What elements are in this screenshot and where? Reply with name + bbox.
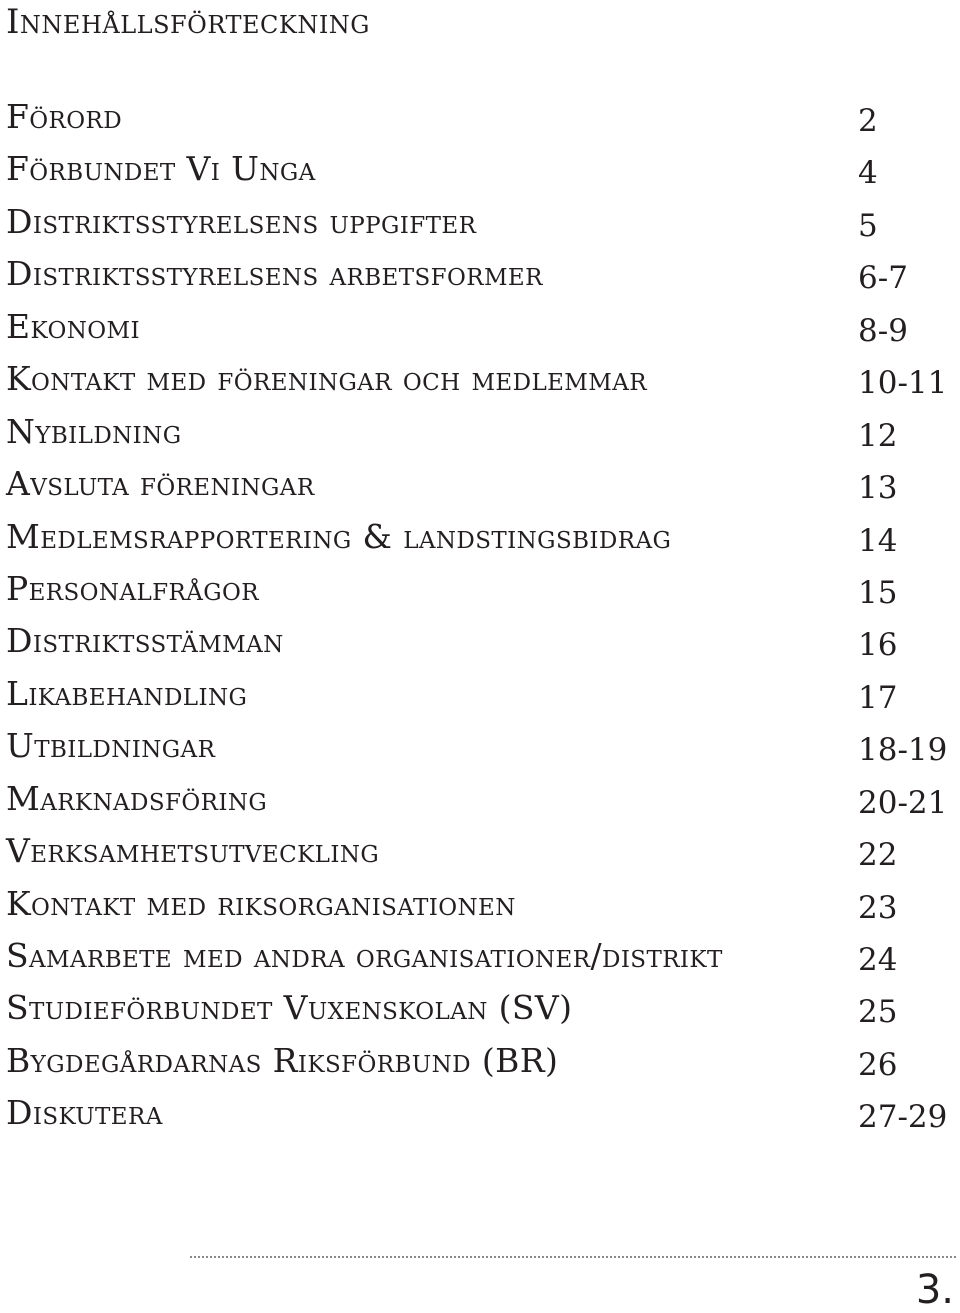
toc-entry — [6, 566, 956, 618]
toc-entry — [6, 1038, 956, 1090]
toc-entry-page: 10-11 — [858, 365, 948, 402]
toc-entry-page: 2 — [858, 103, 878, 139]
toc-entry-page: 5 — [858, 207, 878, 244]
toc-entry — [6, 618, 956, 670]
toc-entry — [6, 94, 956, 146]
toc-list — [6, 94, 956, 1143]
toc-entry — [6, 251, 956, 303]
toc-entry — [6, 671, 956, 723]
page-number: 3. — [915, 1267, 954, 1313]
toc-entry — [6, 409, 956, 461]
toc-entry — [6, 723, 956, 775]
toc-entry-label: Distriktsstyrelsens arbetsformer — [6, 254, 543, 294]
toc-entry-page: 25 — [858, 994, 898, 1031]
toc-entry-page: 22 — [858, 837, 898, 874]
toc-entry-label: Distriktsstämman — [6, 621, 284, 661]
toc-entry — [6, 461, 956, 513]
toc-entry-page: 23 — [858, 889, 898, 926]
toc-entry-label: Marknadsföring — [6, 778, 268, 818]
toc-entry-page: 18-19 — [858, 732, 948, 769]
toc-entry-page: 6-7 — [858, 260, 908, 297]
toc-entry-label: Medlemsrapportering & landstingsbidrag — [6, 516, 672, 556]
toc-entry-label: Distriktsstyrelsens uppgifter — [6, 201, 477, 241]
toc-entry-label: Förord — [6, 97, 123, 136]
toc-entry-page: 14 — [858, 522, 898, 559]
toc-entry — [6, 356, 956, 408]
toc-entry-label: Avsluta föreningar — [6, 464, 315, 504]
toc-entry-label: Likabehandling — [6, 673, 248, 713]
toc-entry-page: 8-9 — [858, 312, 908, 349]
toc-entry-page: 27-29 — [858, 1099, 948, 1136]
toc-entry — [6, 985, 956, 1037]
toc-entry — [6, 199, 956, 251]
toc-entry — [6, 881, 956, 933]
toc-entry-page: 16 — [858, 627, 898, 664]
toc-entry — [6, 776, 956, 828]
toc-entry-page: 26 — [858, 1046, 898, 1083]
toc-entry-label: Studieförbundet Vuxenskolan (SV) — [6, 988, 573, 1028]
toc-entry-page: 15 — [858, 574, 898, 611]
toc-entry-page: 24 — [858, 942, 898, 978]
toc-entry-page: 4 — [858, 155, 878, 192]
toc-entry-label: Förbundet Vi Unga — [6, 149, 316, 189]
toc-entry-label: Bygdegårdarnas Riksförbund (BR) — [6, 1040, 559, 1080]
toc-entry-label: Nybildning — [6, 411, 182, 451]
toc-entry-label: Samarbete med andra organisationer/distrikt — [6, 936, 723, 975]
toc-entry-page: 20-21 — [858, 784, 948, 821]
toc-entry-label: Kontakt med riksorganisationen — [6, 883, 516, 923]
toc-entry-page: 13 — [858, 470, 898, 507]
toc-entry-label: Kontakt med föreningar och medlemmar — [6, 359, 647, 399]
toc-entry — [6, 828, 956, 880]
footer-divider — [190, 1256, 956, 1258]
toc-entry-page: 12 — [858, 417, 898, 454]
toc-entry — [6, 514, 956, 566]
toc-entry-label: Utbildningar — [6, 726, 216, 766]
toc-entry — [6, 1090, 956, 1142]
toc-entry — [6, 146, 956, 198]
toc-entry-label: Personalfrågor — [6, 568, 259, 608]
toc-entry-label: Diskutera — [6, 1093, 163, 1133]
toc-entry-label: Verksamhetsutveckling — [6, 831, 380, 871]
toc-entry-page: 17 — [858, 679, 898, 716]
toc-entry — [6, 304, 956, 356]
toc-entry-label: Ekonomi — [6, 306, 140, 346]
page-title: Innehållsförteckning — [6, 2, 370, 42]
toc-entry — [6, 933, 956, 985]
